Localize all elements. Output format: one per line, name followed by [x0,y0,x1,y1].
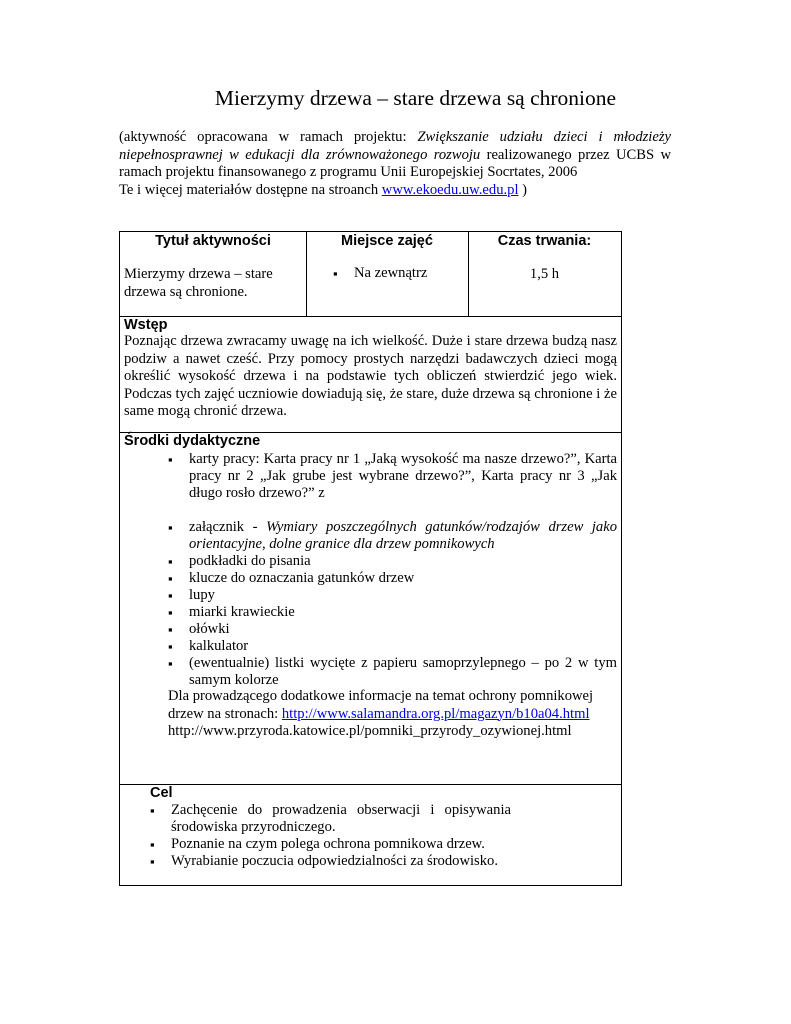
page-title: Mierzymy drzewa – stare drzewa są chronione [214,86,617,110]
place-list [333,265,427,282]
przyroda-url: http://www.przyroda.katowice.pl/pomniki_przyrody_ozywionej.html [168,723,572,739]
list-item: ▪ Wyrabianie poczucia odpowiedzialności za środowisko. [150,853,511,870]
duration-column-header: Czas trwania: [497,233,592,249]
teacher-note [168,688,617,741]
note-line-1: Dla prowadzącego dodatkowe informacje na temat ochrony pomnikowej [168,688,594,704]
intro-prefix: (aktywność opracowana w ramach projektu: [119,129,418,145]
cel-section [119,784,622,886]
zalacznik-title: Wymiary poszczególnych gatunków/rodzajów drzew jako orientacyjne, dolne granice dla drzew pomnikowych [189,519,617,552]
place-item: ▪ Na zewnątrz [333,265,427,282]
srodki-list [168,451,617,689]
list-item: ▪ karty pracy: Karta pracy nr 1 „Jaką wysokość ma nasze drzewo?”, Karta pracy nr 2 „Jak grube jest wybrane drzewo?”, Karta pracy nr 3 „Jak długo rosło drzewo?” z [168,451,617,502]
activity-title: Mierzymy drzewa – stare drzewa są chronione. [124,266,273,300]
project-name: Zwiększanie udziału dzieci i młodzieży niepełnosprawnej w edukacji dla zrównoważonego rozwoju [119,129,671,163]
list-item: ▪ Zachęcenie do prowadzenia obserwacji i opisywania środowiska przyrodniczego. [150,802,511,836]
ekoedu-link[interactable]: www.ekoedu.uw.edu.pl [381,181,519,198]
activity-duration: 1,5 h [529,266,560,282]
note-prefix: drzew na stronach: [168,705,282,722]
list-item: ▪ podkładki do pisania [168,553,617,570]
salamandra-link[interactable]: http://www.salamandra.org.pl/magazyn/b10a04.html [281,705,590,722]
srodki-section [119,432,622,785]
intro-paragraph [119,129,671,199]
activity-table-header [119,231,622,317]
list-item: ▪ lupy [168,587,617,604]
list-item: ▪ klucze do oznaczania gatunków drzew [168,570,617,587]
title-column-header: Tytuł aktywności [155,233,271,249]
more-prefix: Te i więcej materiałów dostępne na stroanch [119,181,382,198]
list-item [168,519,617,553]
intro-suffix: realizowanego przez UCBS w ramach projektu finansowanego z programu Unii Europejskiej Socrtates, 2006 [119,146,671,180]
wstep-section [119,316,622,433]
cel-list [150,802,511,870]
list-item: ▪ miarki krawieckie [168,604,617,621]
wstep-text: Poznając drzewa zwracamy uwagę na ich wielkość. Duże i stare drzewa budzą nasz podziw a nawet cześć. Przy pomocy prostych narzędzi badawczych dzieci mogą określić wysokość drzewa i na podstawie tych obliczeń stwierdzić jego wiek. Podczas tych zajęć uczniowie dowiadują się, że stare, duże drzewa są chronione i że same mogą chronić drzewa. [124,333,617,419]
place-column-header: Miejsce zajęć [341,233,433,249]
more-suffix: ) [518,181,528,198]
title-column [120,232,307,316]
place-column [306,232,469,316]
list-item: ▪ Poznanie na czym polega ochrona pomnikowa drzew. [150,836,511,853]
list-item: ▪ ołówki [168,621,617,638]
list-item: ▪ kalkulator [168,638,617,655]
list-item: ▪ (ewentualnie) listki wycięte z papieru samoprzylepnego – po 2 w tym samym kolorze [168,655,617,689]
cel-heading: Cel [150,785,173,801]
srodki-heading: Środki dydaktyczne [124,433,261,449]
note-line-2 [168,706,617,724]
duration-column [468,232,621,316]
zalacznik-prefix: załącznik - [189,519,267,535]
wstep-heading: Wstęp [124,317,168,333]
